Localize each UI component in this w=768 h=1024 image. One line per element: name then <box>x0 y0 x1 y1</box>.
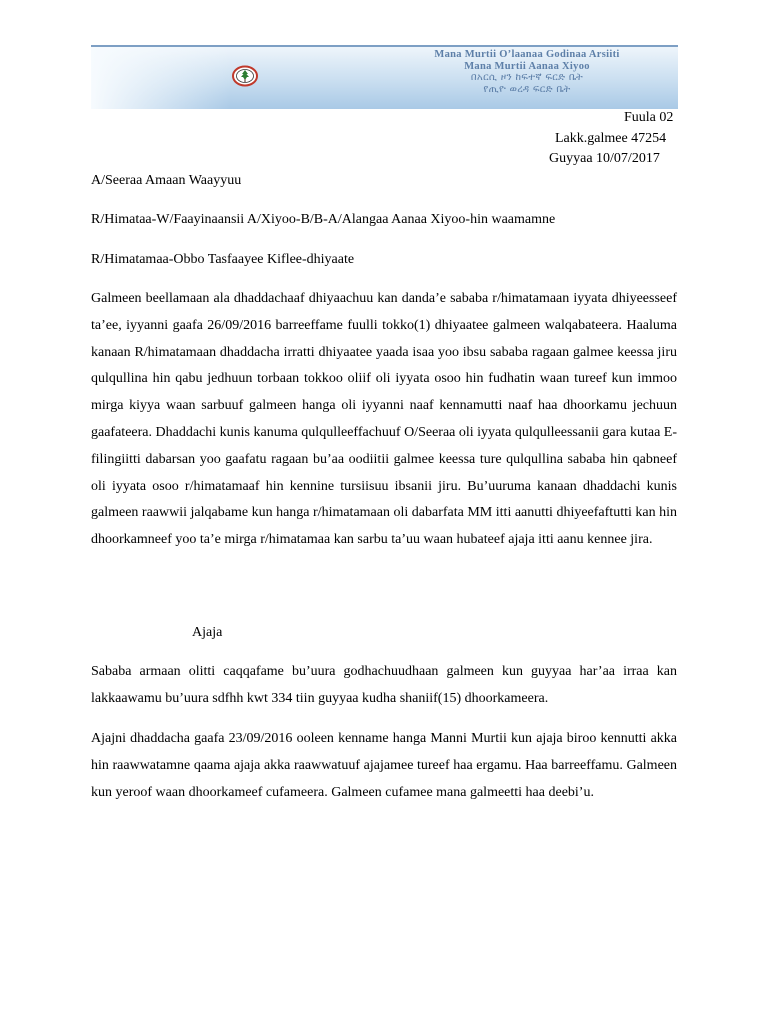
respondent-line: R/Himatamaa-Obbo Tasfaayee Kiflee-dhiyaate <box>91 252 355 267</box>
appellant-line: R/Himataa-W/Faayinaansii A/Xiyoo-B/B-A/Alangaa Aanaa Xiyoo-hin waamamne <box>91 212 556 227</box>
banner-line-zone-court-amharic: በአርሲ ዞን ከፍተኛ ፍርድ ቤት <box>470 72 584 83</box>
banner-fade <box>91 47 231 109</box>
banner-text-block <box>381 49 673 95</box>
order-heading: Ajaja <box>192 625 223 640</box>
body-paragraph-2: Sababa armaan olitti caqqafame bu’uura godhachuudhaan galmeen kun guyyaa har’aa irraa kan lakkaawamu bu’uura sdfhh kwt 334 tiin guyyaa kudha shaniif(15) dhoorkameera. <box>91 664 677 706</box>
page-label: Fuula 02 <box>624 110 674 125</box>
document-date: Guyyaa 10/07/2017 <box>549 151 660 166</box>
court-seal-icon <box>232 65 258 87</box>
file-number: Lakk.galmee 47254 <box>555 131 667 146</box>
banner-line-zone-court: Mana Murtii O’laanaa Godinaa Arsiiti <box>434 49 620 60</box>
banner-line-district-court: Mana Murtii Aanaa Xiyoo <box>464 60 590 72</box>
letterhead-banner <box>91 45 678 109</box>
body-paragraph-1: Galmeen beellamaan ala dhaddachaaf dhiyaachuu kan danda’e sababa r/himatamaan iyyata dhiyeesseef ta’ee, iyyanni gaafa 26/09/2016 barreeffame fuulli tokko(1) dhiyaatee galmeen walqabateera. Haaluma kanaan R/himatamaan dhaddacha irratti dhiyaatee yaada isaa yoo ibsu sababa ragaan galmee keessa jiru qulqullina hin qabu jedhuun torbaan tokkoo oliif oli iyyata osoo hin fudhatin waan tureef kun immoo mirga kiyya waan sarbuuf galmeen hanga oli iyyanni naaf kennamutti naaf haa dhoorkamu jechuun gaafateera. Dhaddachi kunis kanuma qulqulleeffachuuf O/Seeraa oli iyyata qulqulleessanii gara kutaa E-filingiitti dabarsan yoo gaafatu ragaan bu’aa oodiitii galmee keessa ture qulqullina sababa hin qabneef oli iyyata osoo r/himatamaaf hin kennine tursiisuu ibsanii jiru. Bu’uuruma kanaan dhaddachi kunis galmeen raawwii jalqabame kun hanga r/himatamaan oli dabarfata MM itti aanutti dhiyeefaftutti kan hin dhoorkamneef yoo ta’e mirga r/himatamaa kan sarbu ta’uu waan hubateef ajaja itti aanu kennee jira. <box>91 291 677 548</box>
body-paragraph-3: Ajajni dhaddacha gaafa 23/09/2016 ooleen kenname hanga Manni Murtii kun ajaja biroo kennutti akka hin raawwatamne qaama ajaja akka raawwatuuf ajajamee tureef haa ergamu. Haa barreeffamu. Galmeen kun yeroof waan dhoorkameef cufameera. Galmeen cufamee mana galmeetti haa deebi’u. <box>91 731 677 800</box>
banner-line-district-court-amharic: የጢዮ ወረዳ ፍርድ ቤት <box>483 83 571 95</box>
judge-line: A/Seeraa Amaan Waayyuu <box>91 173 242 188</box>
